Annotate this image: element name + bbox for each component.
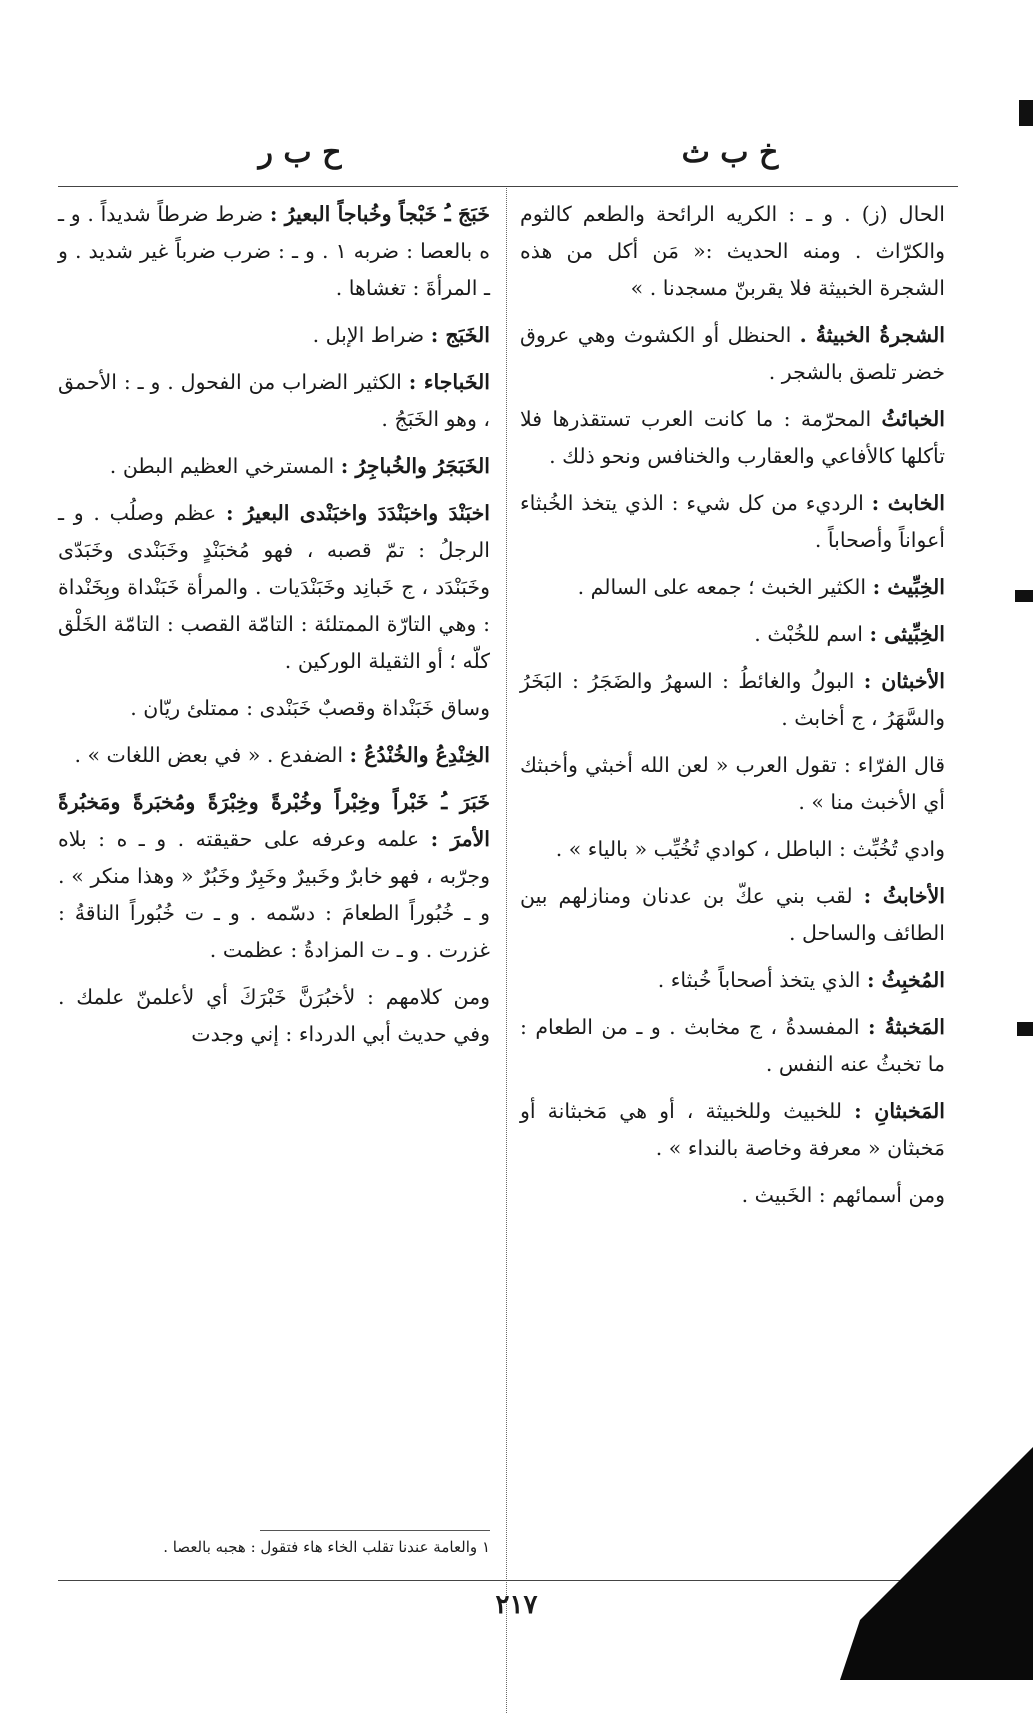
dictionary-entry [520,878,945,952]
entry-definition: وساق خَبَنْداة وقصبٌ خَبَنْدى : ممتلئ ريّان . [130,696,490,720]
footnote: ١ والعامة عندنا تقلب الخاء هاء فتقول : هجبه بالعصا . [163,1538,490,1556]
dictionary-entry [520,485,945,559]
dictionary-entry [520,616,945,653]
dictionary-entry [520,569,945,606]
entry-definition: المفسدةُ ، ج مخابث . و ـ من الطعام : ما تخبثُ عنه النفس . [520,1015,945,1076]
entry-headword: المَخبثانِ : [854,1099,945,1123]
entry-headword: الشجرةُ الخبيثةُ . [799,323,945,347]
left-column [58,196,490,1063]
entry-definition: للخبيث وللخبيثة ، أو هي مَخبثانة أو مَخبثان « معرفة وخاصة بالنداء » . [520,1099,945,1160]
entry-headword: الأخبثان : [863,669,945,693]
dictionary-entry [58,495,490,680]
entry-definition: ومن كلامهم : لأخبُرَنَّ خَبْرَكَ أي لأعلمنّ علمك . وفي حديث أبي الدرداء : إني وجدت [58,985,490,1046]
dictionary-entry [520,401,945,475]
dictionary-entry [58,690,490,727]
entry-headword: خَبَجَ ـُ خَبْجاً وخُباجاً البعيرُ : [269,202,491,226]
entry-definition: ضرط ضرطاً شديداً . و ـ ه بالعصا : ضربه ١ . و ـ : ضرب ضرباً غير شديد . و ـ المرأةَ : تغشاها . [58,202,490,300]
footnote-rule [260,1530,490,1531]
entry-headword: الخِنْدِعُ والخُنْدُعُ : [349,743,490,767]
entry-definition: الرديء من كل شيء : الذي يتخذ الخُبثاء أعواناً وأصحاباً . [520,491,945,552]
entry-definition: الذي يتخذ أصحاباً خُبثاء . [657,968,861,992]
dictionary-entry [58,196,490,307]
dictionary-entry [58,364,490,438]
entry-headword: الخبائثُ [881,407,945,431]
entry-definition: الكثير الخبث ؛ جمعه على السالم . [577,575,867,599]
entry-headword: اخبَنْدَ واخبَنْدَدَ واخبَنْدى البعيرُ : [226,501,490,525]
dictionary-entry [520,1093,945,1167]
dictionary-entry [520,962,945,999]
entry-definition: عظم وصلُب . و ـ الرجلُ : تمّ قصبه ، فهو مُخبَنْدٍ وخَبَنْدى وخَبَدّى وخَبَنْدَد ، ج خَبانِد وخَبَنْدَيات . والمرأة خَبَنْداة وبِخَنْداة : وهي التارّة الممتلئة : التامّة القصب : التامّة الخَلْق كلّه ؛ أو الثقيلة الوركين . [58,501,490,673]
entry-definition: المحرّمة : ما كانت العرب تستقذرها فلا تأكلها كالأفاعي والعقارب والخنافس ونحو ذلك . [520,407,945,468]
dictionary-entry [58,979,490,1053]
left-column-header: ح ب ر [258,135,342,170]
entry-definition: البولُ والغائطُ : السهرُ والضَجَرُ : البَخَرُ والسَّهَرُ ، ج أخابث . [520,669,945,730]
entry-headword: الخَبَجَرُ والخُباجِرُ : [340,454,490,478]
dictionary-entry [58,737,490,774]
dictionary-entry [58,317,490,354]
entry-definition: اسم للخُبْث . [754,622,863,646]
entry-definition: الحال (ز) . و ـ : الكريه الرائحة والطعم كالثوم والكرّاث . ومنه الحديث :« مَن أكل من هذه الشجرة الخبيثة فلا يقربنّ مسجدنا . » [520,202,945,300]
dictionary-entry [520,1009,945,1083]
entry-definition: الكثير الضراب من الفحول . و ـ : الأحمق ، وهو الخَبَجُ . [58,370,490,431]
dictionary-entry [520,831,945,868]
entry-headword: الخَبَج : [430,323,490,347]
entry-headword: الخَباجاء : [408,370,490,394]
scan-corner-shadow [840,1440,1033,1680]
right-column [520,196,945,1224]
entry-headword: الأخابثُ : [863,884,945,908]
bottom-rule [58,1580,958,1581]
entry-headword: المُخبِثُ : [866,968,945,992]
dictionary-entry [520,1177,945,1214]
entry-definition: علمه وعرفه على حقيقته . و ـ ه : بلاه وجرّبه ، فهو خابرٌ وخَبيرٌ وخَبِرٌ وخَبُرٌ « وهذا منكر » . و ـ خُبُوراً الطعامَ : دسّمه . و ـ ت خُبُوراً الناقةُ : غزرت . و ـ ت المزادةُ : عظمت . [58,827,490,962]
entry-definition: الضفدع . « في بعض اللغات » . [74,743,344,767]
entry-definition: ومن أسمائهم : الخَبيث . [741,1183,945,1207]
scan-edge-mark [1017,1022,1033,1036]
dictionary-entry [58,448,490,485]
entry-definition: الحنظل أو الكشوث وهي عروق خضر تلصق بالشجر . [520,323,945,384]
dictionary-entry [520,663,945,737]
entry-headword: المَخبثةُ : [867,1015,945,1039]
entry-definition: وادي تُخُبِّث : الباطل ، كوادي تُخُيِّب « بالياء » . [555,837,945,861]
entry-definition: ضراط الإبل . [312,323,425,347]
column-divider [506,188,507,1713]
entry-definition: قال الفرّاء : تقول العرب « لعن الله أخبثي وأخبثك أي الأخبث منا » . [520,753,945,814]
dictionary-entry [520,317,945,391]
scan-edge-mark [1019,100,1033,126]
entry-definition: المسترخي العظيم البطن . [109,454,335,478]
right-column-header: خ ب ث [681,135,779,170]
dictionary-entry [520,196,945,307]
entry-definition: لقب بني عكّ بن عدنان ومنازلهم بين الطائف والساحل . [520,884,945,945]
entry-headword: الخابث : [871,491,945,515]
entry-headword: خَبَرَ ـُ خَبْراً وخِبْراً وخُبْرةً وخِبْرَةً ومُخبَرةً ومَخبُرةً الأمرَ : [58,790,490,851]
dictionary-entry [520,747,945,821]
page-number: ٢١٧ [495,1590,538,1620]
scan-edge-mark [1015,590,1033,602]
dictionary-entry [58,784,490,969]
entry-headword: الخِبِّيث : [872,575,945,599]
header-rule [58,186,958,187]
entry-headword: الخِبِّيثى : [869,622,945,646]
